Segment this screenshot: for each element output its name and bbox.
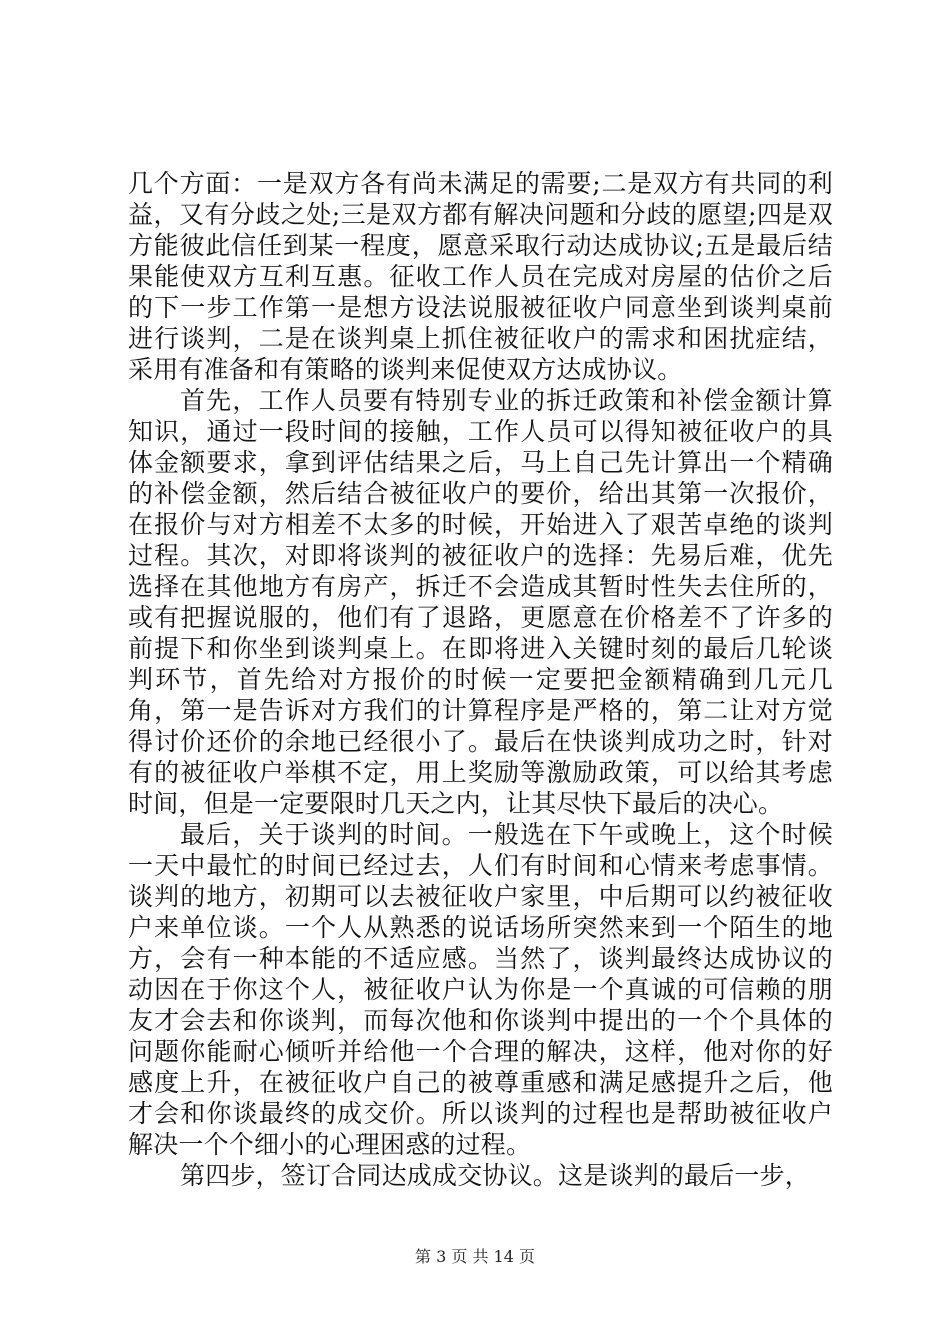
paragraph-finally: 最后，关于谈判的时间。一般选在下午或晚上，这个时候一天中最忙的时间已经过去，人们有时间和心情来考虑事情。谈判的地方，初期可以去被征收户家里，中后期可以约被征收户来单位谈。一个人从熟悉的说话场所突然来到一个陌生的地方，会有一种本能的不适应感。当然了，谈判最终达成协议的动因在于你这个人，被征收户认为你是一个真诚的可信赖的朋友才会去和你谈判，而每次他和你谈判中提出的一个个具体的问题你能耐心倾听并给他一个合理的解决，这样，他对你的好感度上升，在被征收户自己的被尊重感和满足感提升之后，他才会和你谈最终的成交价。所以谈判的过程也是帮助被征收户解决一个个细小的心理困惑的过程。: [128, 820, 833, 1159]
paragraph-first-step: 首先，工作人员要有特别专业的拆迁政策和补偿金额计算知识，通过一段时间的接触，工作人员可以得知被征收户的具体金额要求，拿到评估结果之后，马上自己先计算出一个精确的补偿金额，然后结合被征收户的要价，给出其第一次报价，在报价与对方相差不太多的时候，开始进入了艰苦卓绝的谈判过程。其次，对即将谈判的被征收户的选择：先易后难，优先选择在其他地方有房产，拆迁不会造成其暂时性失去住所的，或有把握说服的，他们有了退路，更愿意在价格差不了许多的前提下和你坐到谈判桌上。在即将进入关键时刻的最后几轮谈判环节，首先给对方报价的时候一定要把金额精确到几元几角，第一是告诉对方我们的计算程序是严格的，第二让对方觉得讨价还价的余地已经很小了。最后在快谈判成功之时，针对有的被征收户举棋不定，用上奖励等激励政策，可以给其考虑时间，但是一定要限时几天之内，让其尽快下最后的决心。: [128, 386, 833, 818]
paragraph-continuation: 几个方面：一是双方各有尚未满足的需要;二是双方有共同的利益，又有分歧之处;三是双方都有解决问题和分歧的愿望;四是双方能彼此信任到某一程度，愿意采取行动达成协议;五是最后结果能使双方互利互惠。征收工作人员在完成对房屋的估价之后的下一步工作第一是想方设法说服被征收户同意坐到谈判桌前进行谈判，二是在谈判桌上抓住被征收户的需求和困扰症结，采用有准备和有策略的谈判来促使双方达成协议。: [128, 169, 833, 384]
document-body: [128, 168, 833, 1191]
page-number-footer: 第 3 页 共 14 页: [415, 1247, 535, 1266]
paragraph-step-four: 第四步，签订合同达成成交协议。这是谈判的最后一步，: [180, 1161, 811, 1190]
